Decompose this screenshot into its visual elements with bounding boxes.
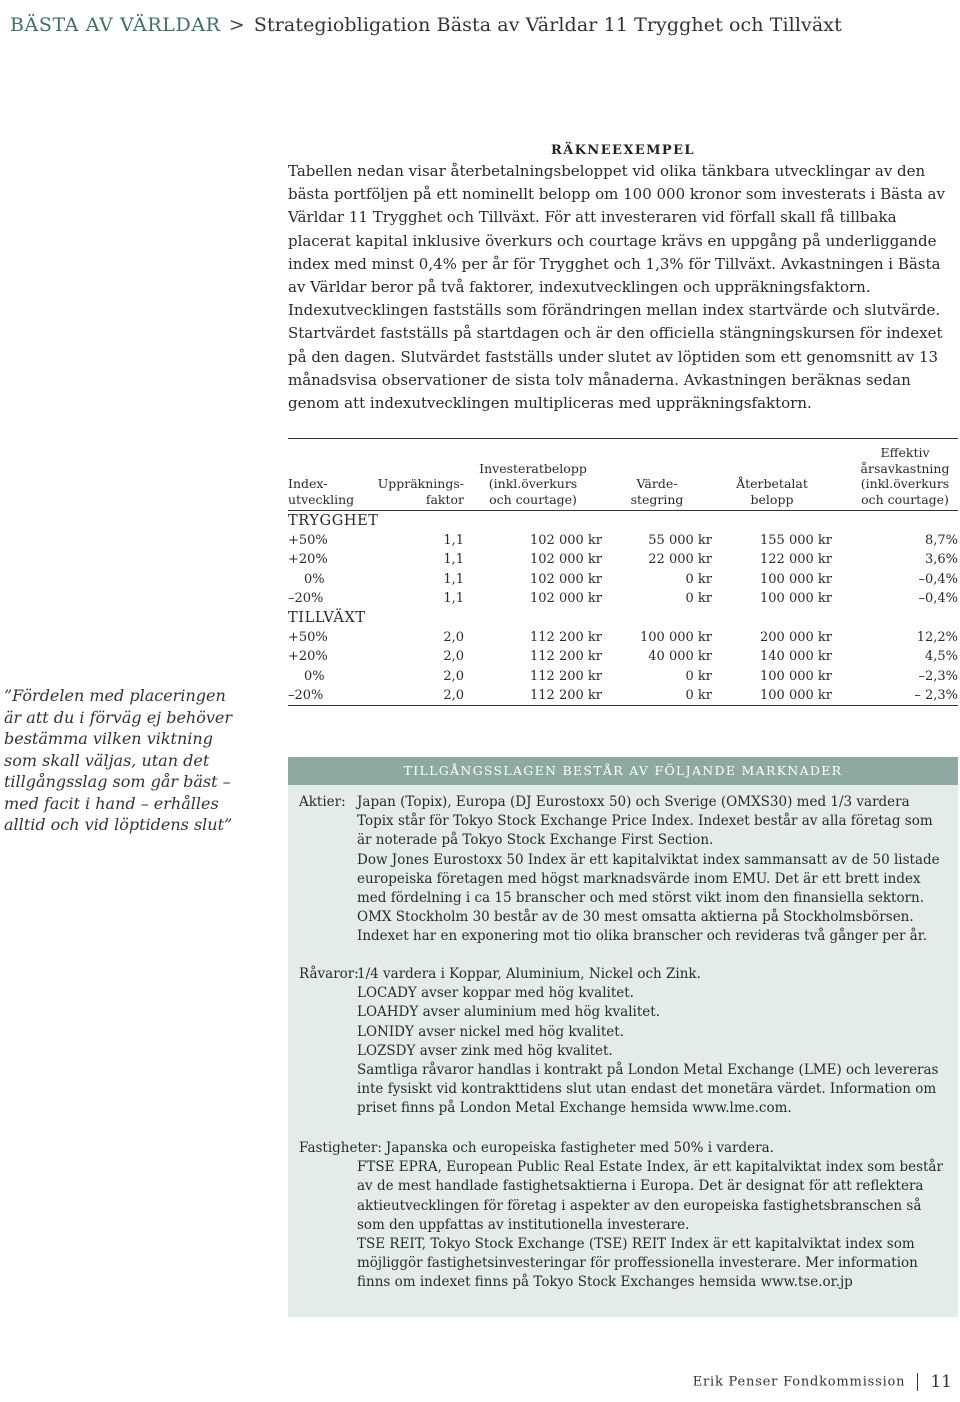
cell-invested: 112 200 kr xyxy=(530,630,602,646)
section-row xyxy=(288,511,958,532)
ravaror-section xyxy=(299,965,951,1119)
cell-factor: 2,0 xyxy=(443,649,464,665)
section-label-trygghet: TRYGGHET xyxy=(288,513,379,529)
company-name: Erik Penser Fondkommission xyxy=(692,1374,906,1390)
cell-value-increase: 55 000 kr xyxy=(648,533,712,549)
cell-repaid: 155 000 kr xyxy=(760,533,832,549)
cell-index-dev: +20% xyxy=(288,552,328,568)
col-header-invested xyxy=(464,439,602,511)
cell-value-increase: 0 kr xyxy=(685,571,712,587)
cell-factor: 2,0 xyxy=(443,687,464,703)
section-heading: RÄKNEEXEMPEL xyxy=(551,143,695,158)
cell-value-increase: 0 kr xyxy=(685,668,712,684)
ravaror-line: LOCADY avser koppar med hög kvalitet. xyxy=(357,985,634,1002)
table-row xyxy=(288,589,958,608)
brand-label: BÄSTA AV VÄRLDAR xyxy=(10,14,221,36)
table-row xyxy=(288,647,958,666)
cell-value-increase: 22 000 kr xyxy=(648,552,712,568)
cell-repaid: 200 000 kr xyxy=(760,630,832,646)
ravaror-line: LONIDY avser nickel med hög kvalitet. xyxy=(357,1023,624,1040)
cell-index-dev: +20% xyxy=(288,649,328,665)
cell-factor: 1,1 xyxy=(443,590,464,606)
page-number: 11 xyxy=(930,1372,952,1392)
cell-annual-return: – 2,3% xyxy=(914,687,958,703)
cell-repaid: 100 000 kr xyxy=(760,590,832,606)
col-header-factor xyxy=(376,439,464,511)
section-label-tillvaxt: TILLVÄXT xyxy=(288,610,366,627)
cell-factor: 2,0 xyxy=(443,630,464,646)
cell-factor: 1,1 xyxy=(443,533,464,549)
table-row xyxy=(288,570,958,589)
fastigheter-section xyxy=(299,1139,951,1293)
col-header-annual-return xyxy=(832,439,958,511)
page-header xyxy=(10,14,950,36)
cell-factor: 1,1 xyxy=(443,552,464,568)
cell-invested: 112 200 kr xyxy=(530,649,602,665)
aktier-line: Dow Jones Eurostoxx 50 Index är ett kapitalviktat index sammansatt av de 50 listade europeiska företagen med högst marknadsvärde inom EMU. Det är ett brett index med fördelning i ca 15 branscher och med störst vikt inom den finansiella sektorn. xyxy=(357,851,940,907)
cell-invested: 102 000 kr xyxy=(530,590,602,606)
table-header-row xyxy=(288,439,958,511)
cell-repaid: 100 000 kr xyxy=(760,571,832,587)
cell-value-increase: 0 kr xyxy=(685,590,712,606)
cell-annual-return: –2,3% xyxy=(918,668,958,684)
cell-repaid: 140 000 kr xyxy=(760,649,832,665)
cell-index-dev: 0% xyxy=(304,571,325,587)
fastigheter-line: FTSE EPRA, European Public Real Estate Index, är ett kapitalviktat index som består av de mest handlade fastighetsaktierna i Europa. Det är designat för att reflektera aktieutvecklingen för företag i aspekter av den europeiska fastighetsbranschen så som den uppfattas av institutionella investerare. xyxy=(357,1159,943,1233)
markets-title: TILLGÅNGSSLAGEN BESTÅR AV FÖLJANDE MARKNADER xyxy=(288,757,958,785)
col-header-repaid xyxy=(712,439,832,511)
col-header-text: Värde- stegring xyxy=(630,476,684,507)
intro-paragraph: Tabellen nedan visar återbetalningsbeloppet vid olika tänkbara utvecklingar av den bästa portföljen på ett nominellt belopp om 100 000 kronor som investerats i Bästa av Världar 11 Trygghet och Tillväxt. För att investeraren vid förfall skall få tillbaka placerat kapital inklusive överkurs och courtage krävs en uppgång på underliggande index med minst 0,4% per år för Trygghet och 1,3% för Tillväxt. Avkastningen i Bästa av Världar beror på två faktorer, indexutvecklingen och uppräkningsfaktorn. Indexutvecklingen fastställs som förändringen mellan index startvärde och slutvärde. Startvärdet fastställs på startdagen och är den officiella stängningskursen för indexet på den dagen. Slutvärdet fastställs under slutet av löptiden som ett genomsnitt av 13 månadsvisa observationer de sista tolv månaderna. Avkastningen beräknas sedan genom att indexutvecklingen multipliceras med uppräkningsfaktorn. xyxy=(288,162,945,413)
cell-annual-return: 4,5% xyxy=(924,649,958,665)
aktier-line: OMX Stockholm 30 består av de 30 mest omsatta aktierna på Stockholmsbörsen. Indexet har en exponering mot tio olika branscher och revideras två gånger per år. xyxy=(357,909,927,945)
cell-index-dev: +50% xyxy=(288,533,328,549)
cell-index-dev: –20% xyxy=(288,590,324,606)
col-header-text: Återbetalat belopp xyxy=(736,476,808,507)
cell-invested: 102 000 kr xyxy=(530,571,602,587)
cell-invested: 102 000 kr xyxy=(530,533,602,549)
example-table xyxy=(288,438,958,706)
cell-annual-return: 12,2% xyxy=(916,630,958,646)
markets-box xyxy=(288,757,958,1317)
page-footer xyxy=(693,1372,952,1392)
table-row xyxy=(288,531,958,550)
fastigheter-label: Fastigheter: xyxy=(299,1140,382,1156)
cell-factor: 1,1 xyxy=(443,571,464,587)
table-row xyxy=(288,667,958,686)
cell-value-increase: 40 000 kr xyxy=(648,649,712,665)
cell-invested: 102 000 kr xyxy=(530,552,602,568)
cell-index-dev: +50% xyxy=(288,630,328,646)
col-header-index-dev xyxy=(288,439,376,511)
cell-index-dev: –20% xyxy=(288,687,324,703)
cell-annual-return: –0,4% xyxy=(918,590,958,606)
col-header-text: Investeratbelopp (inkl.överkurs och courtage) xyxy=(479,460,587,507)
breadcrumb-separator: > xyxy=(228,14,245,36)
aktier-label: Aktier: xyxy=(299,794,346,810)
col-header-value-increase xyxy=(602,439,712,511)
col-header-text: Effektiv årsavkastning (inkl.överkurs och courtage) xyxy=(860,445,950,507)
cell-repaid: 100 000 kr xyxy=(760,668,832,684)
section-row xyxy=(288,608,958,628)
ravaror-label: Råvaror: xyxy=(299,966,359,982)
fastigheter-first-line: Japanska och europeiska fastigheter med 50% i vardera. xyxy=(385,1140,774,1156)
cell-annual-return: –0,4% xyxy=(918,571,958,587)
aktier-section xyxy=(299,793,951,947)
cell-invested: 112 200 kr xyxy=(530,668,602,684)
cell-invested: 112 200 kr xyxy=(530,687,602,703)
ravaror-line: LOAHDY avser aluminium med hög kvalitet. xyxy=(357,1004,660,1021)
cell-factor: 2,0 xyxy=(443,668,464,684)
cell-value-increase: 0 kr xyxy=(685,687,712,703)
table-row xyxy=(288,686,958,706)
intro-section xyxy=(288,142,958,415)
cell-repaid: 100 000 kr xyxy=(760,687,832,703)
pull-quote: ”Fördelen med placeringen är att du i förväg ej behöver bestämma vilken viktning som skall väljas, utan det tillgångsslag som går bäst – med facit i hand – erhålles alltid och vid löptidens slut” xyxy=(4,686,233,834)
ravaror-line: Samtliga råvaror handlas i kontrakt på London Metal Exchange (LME) och levereras inte fysiskt vid kontrakttidens slut utan endast det monetära värdet. Information om priset finns på London Metal Exchange hemsida www.lme.com. xyxy=(357,1062,939,1117)
cell-repaid: 122 000 kr xyxy=(760,552,832,568)
aktier-line: Topix står för Tokyo Stock Exchange Price Index. Indexet består av alla företag som är noterade på Tokyo Stock Exchange First Section. xyxy=(357,813,933,849)
table-row xyxy=(288,628,958,647)
fastigheter-line: TSE REIT, Tokyo Stock Exchange (TSE) REIT Index är ett kapitalviktat index som möjliggör fastighetsinvesteringar för proffessionella investerare. Mer information finns om indexet finns på Tokyo Stock Exchanges hemsida www.tse.or.jp xyxy=(357,1236,918,1291)
ravaror-line: LOZSDY avser zink med hög kvalitet. xyxy=(357,1042,613,1059)
cell-annual-return: 3,6% xyxy=(924,552,958,568)
footer-divider xyxy=(917,1373,918,1391)
cell-annual-return: 8,7% xyxy=(924,533,958,549)
cell-index-dev: 0% xyxy=(304,668,325,684)
aktier-line: Japan (Topix), Europa (DJ Eurostoxx 50) och Sverige (OMXS30) med 1/3 vardera xyxy=(357,794,910,810)
col-header-text: Index- utveckling xyxy=(288,476,355,507)
table-row xyxy=(288,550,958,569)
col-header-text: Uppräknings- faktor xyxy=(377,476,464,507)
page-title: Strategiobligation Bästa av Världar 11 Trygghet och Tillväxt xyxy=(253,14,842,36)
cell-value-increase: 100 000 kr xyxy=(640,630,712,646)
ravaror-first-line: 1/4 vardera i Koppar, Aluminium, Nickel och Zink. xyxy=(357,966,701,982)
